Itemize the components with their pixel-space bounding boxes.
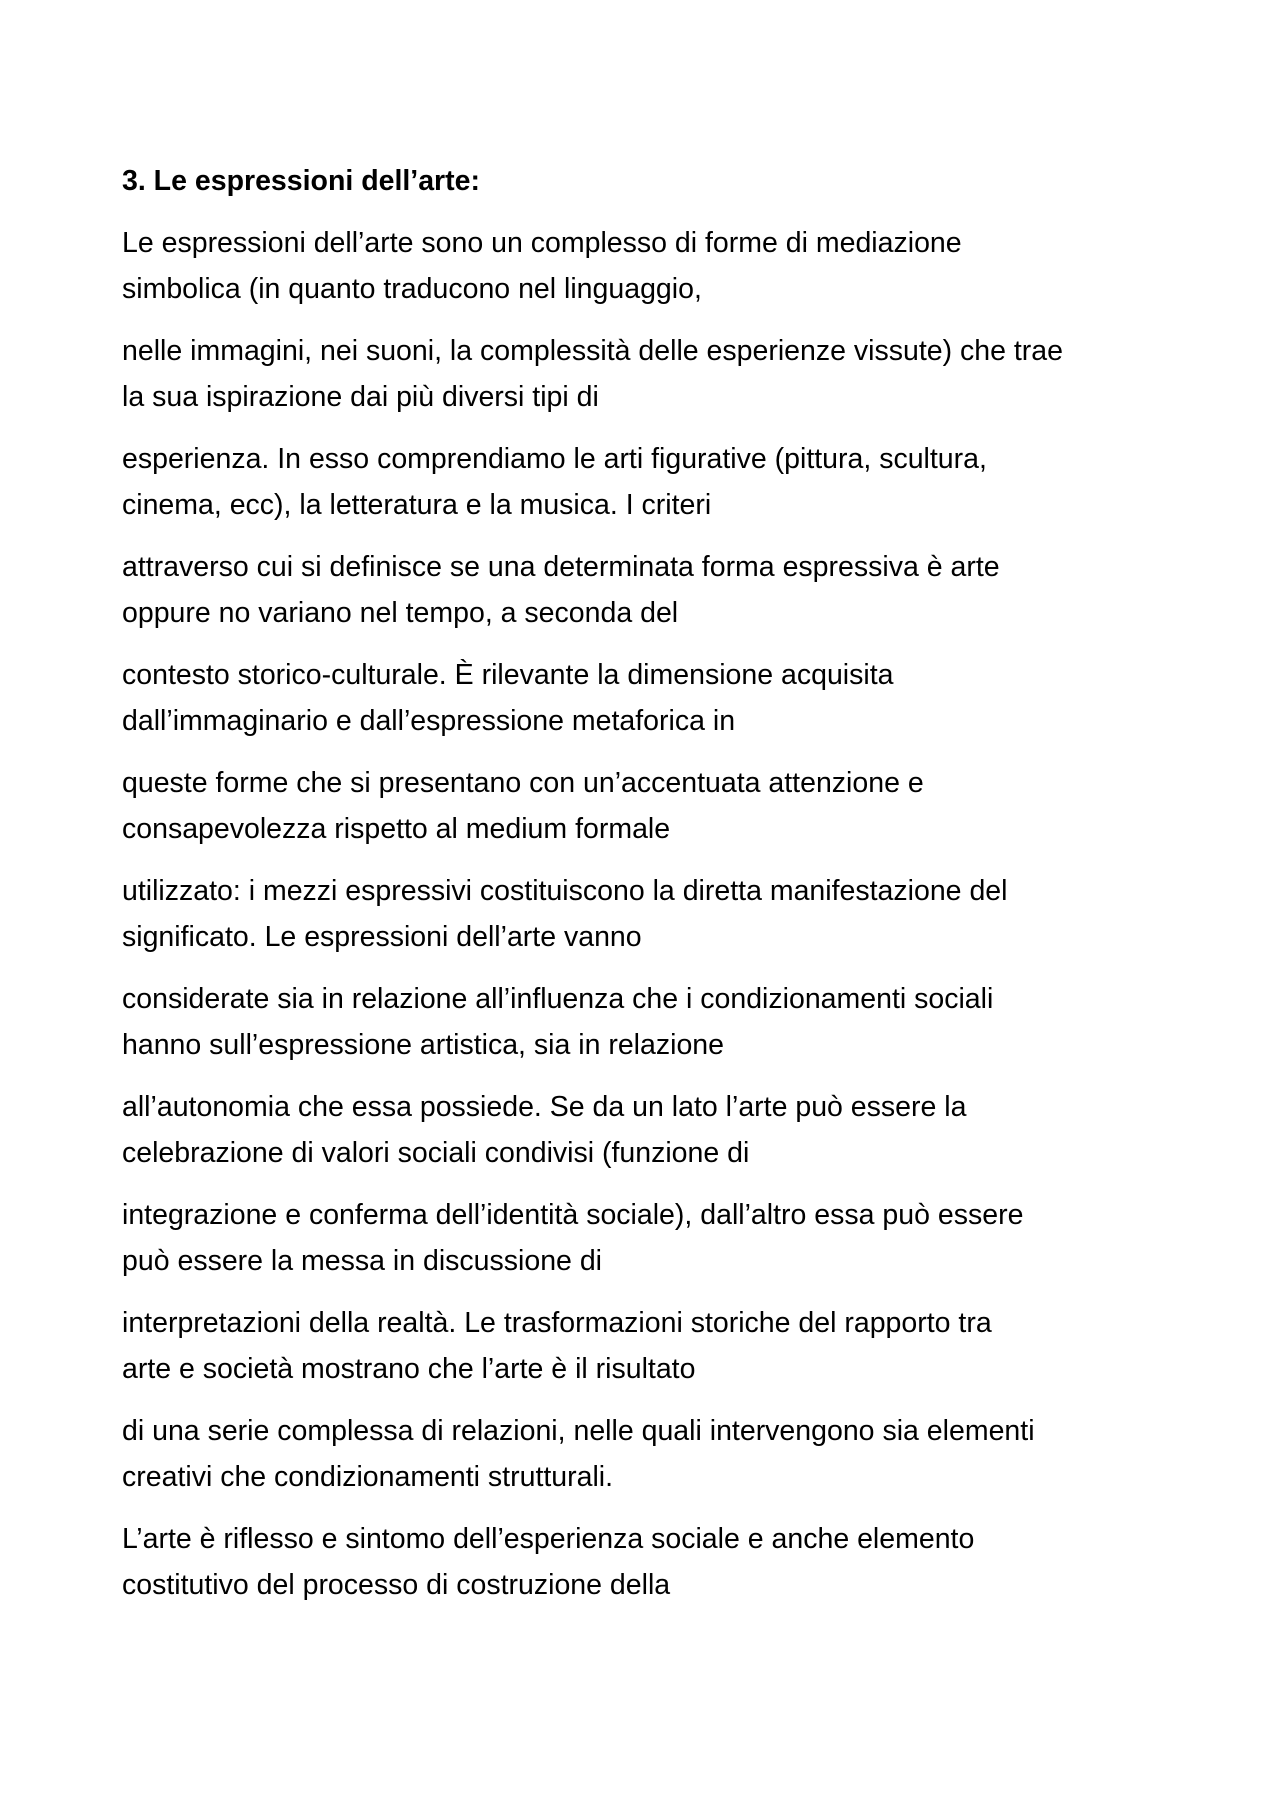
paragraph xyxy=(122,328,1182,420)
text-line: celebrazione di valori sociali condivisi (funzione di xyxy=(122,1137,750,1169)
text-line: integrazione e conferma dell’identità sociale), dall’altro essa può essere xyxy=(122,1199,1024,1231)
text-line: di una serie complessa di relazioni, nelle quali intervengono sia elementi xyxy=(122,1415,1035,1447)
paragraph xyxy=(122,436,1182,528)
paragraph-list xyxy=(122,220,1182,1608)
text-line: dall’immaginario e dall’espressione metaforica in xyxy=(122,705,736,737)
paragraph xyxy=(122,1084,1182,1176)
text-line: consapevolezza rispetto al medium formale xyxy=(122,813,671,845)
text-line: utilizzato: i mezzi espressivi costituiscono la diretta manifestazione del xyxy=(122,875,1008,907)
paragraph xyxy=(122,1516,1182,1608)
text-line: costitutivo del processo di costruzione della xyxy=(122,1569,671,1601)
section-heading: 3. Le espressioni dell’arte: xyxy=(122,165,480,197)
text-line: interpretazioni della realtà. Le trasformazioni storiche del rapporto tra xyxy=(122,1307,992,1339)
text-line: creativi che condizionamenti strutturali. xyxy=(122,1461,614,1493)
paragraph xyxy=(122,220,1182,312)
text-line: queste forme che si presentano con un’accentuata attenzione e xyxy=(122,767,924,799)
text-line: la sua ispirazione dai più diversi tipi di xyxy=(122,381,599,413)
document-body xyxy=(122,158,1182,1624)
paragraph xyxy=(122,1408,1182,1500)
text-line: all’autonomia che essa possiede. Se da un lato l’arte può essere la xyxy=(122,1091,967,1123)
paragraph xyxy=(122,544,1182,636)
text-line: simbolica (in quanto traducono nel linguaggio, xyxy=(122,273,702,305)
text-line: Le espressioni dell’arte sono un complesso di forme di mediazione xyxy=(122,227,962,259)
text-line: può essere la messa in discussione di xyxy=(122,1245,603,1277)
text-line: considerate sia in relazione all’influenza che i condizionamenti sociali xyxy=(122,983,994,1015)
text-line: L’arte è riflesso e sintomo dell’esperienza sociale e anche elemento xyxy=(122,1523,975,1555)
text-line: arte e società mostrano che l’arte è il risultato xyxy=(122,1353,696,1385)
paragraph xyxy=(122,868,1182,960)
text-line: attraverso cui si definisce se una determinata forma espressiva è arte xyxy=(122,551,1000,583)
paragraph xyxy=(122,760,1182,852)
text-line: cinema, ecc), la letteratura e la musica. I criteri xyxy=(122,489,712,521)
text-line: hanno sull’espressione artistica, sia in relazione xyxy=(122,1029,724,1061)
paragraph xyxy=(122,1300,1182,1392)
paragraph xyxy=(122,976,1182,1068)
paragraph xyxy=(122,1192,1182,1284)
paragraph xyxy=(122,652,1182,744)
text-line: esperienza. In esso comprendiamo le arti figurative (pittura, scultura, xyxy=(122,443,987,475)
text-line: contesto storico-culturale. È rilevante la dimensione acquisita xyxy=(122,659,894,691)
text-line: significato. Le espressioni dell’arte vanno xyxy=(122,921,642,953)
text-line: oppure no variano nel tempo, a seconda del xyxy=(122,597,679,629)
text-line: nelle immagini, nei suoni, la complessità delle esperienze vissute) che trae xyxy=(122,335,1063,367)
